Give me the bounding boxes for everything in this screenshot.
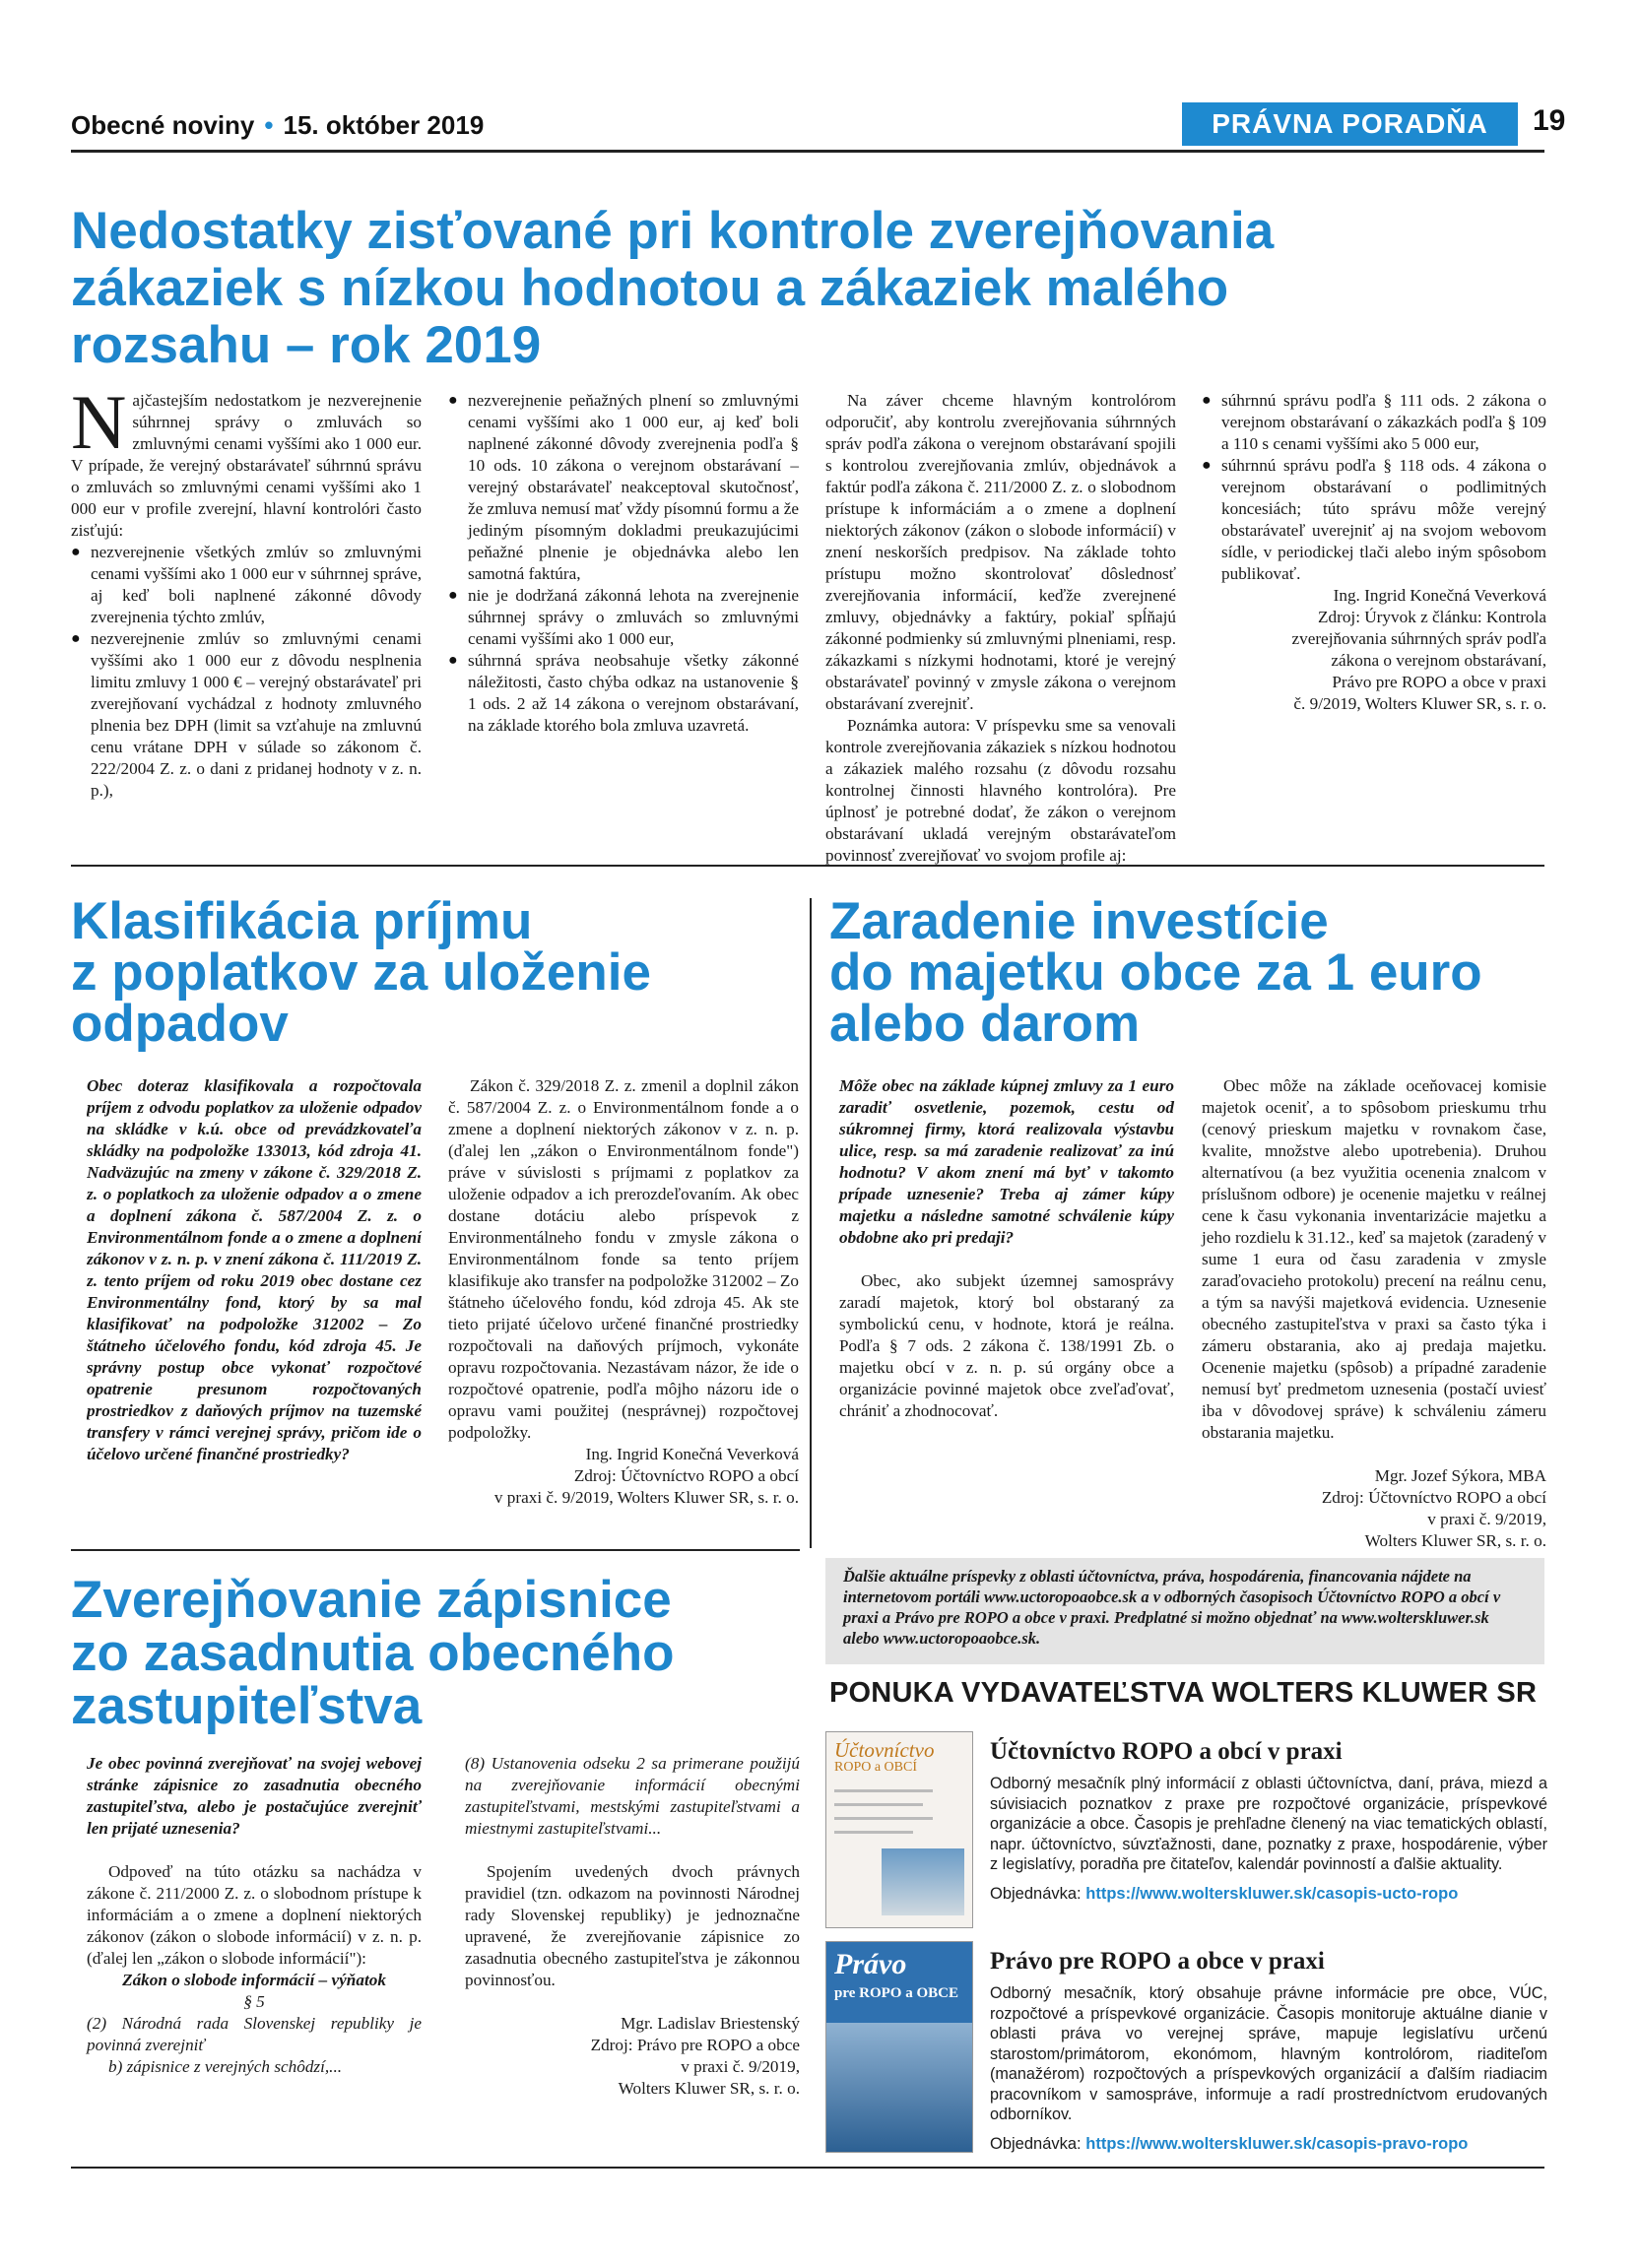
article-4-column-1 bbox=[87, 1753, 422, 2078]
article-4-title bbox=[71, 1571, 820, 1735]
promo-box: Ďalšie aktuálne príspevky z oblasti účtovníctva, práva, hospodárenia, financovania nájdete na internetovom portáli www.uctoropoaobce.sk a v odborných časopisoch Účtovníctvo ROPO a obcí v praxi a Právo pre ROPO a obce v praxi. Predplatné si možno objednať na www.wolterskluwer.sk alebo www.uctoropoaobce.sk. bbox=[825, 1558, 1544, 1664]
cover-line bbox=[834, 1789, 933, 1792]
article-paragraph: Spojením uvedených dvoch právnych pravidiel (tzn. odkazom na povinnosti Národnej rady Slovenskej republiky) je jednoznačne upravené, že zverejňovanie zápisnice zo zasadnutia obecného zastupiteľstva je zákonnou povinnosťou. bbox=[465, 1862, 800, 1989]
title-line: Zaradenie investície bbox=[829, 892, 1329, 950]
section-tag: PRÁVNA PORADŇA bbox=[1182, 102, 1518, 146]
separator-dot: • bbox=[264, 110, 274, 140]
order-line bbox=[990, 2135, 1547, 2154]
list-item: ● nezverejnenie zmlúv so zmluvnými cenami vyššími ako 1 000 eur z dôvodu nesplnenia limitu zmluvy 1 000 € – verejný obstarávateľ pri zverejňovaní vychádzal z hodnoty zmluvného plnenia bez DPH (limit sa vzťahuje na zmluvnú cenu vrátane DPH v súlade so zákonom č. 222/2004 Z. z. o dani z pridanej hodnoty v z. n. p.), bbox=[71, 628, 422, 802]
conclusion-paragraph: Na záver chceme hlavným kontrolórom odporučiť, aby kontrolu zverejňovania súhrnných správ podľa zákona o verejnom obstarávaní spojili s kontrolou zverejňovania zmlúv, objednávok a faktúr podľa zákona č. 211/2000 Z. z. o slobodnom prístupe k informáciám a o zmene a doplnení niektorých zákonov (zákon o slobode informácií) v znení neskorších predpisov. Na základe tohto prístupu možno skontrolovať dôslednosť zverejňovania informácií, keďže zverejnené zmluvy, objednávky a faktúry, pokiaľ spĺňajú zákonné podmienky sú zmluvnými plneniami, resp. zákazkami s nízkymi hodnotami, ktoré je verejný obstarávateľ povinný v zmysle zákona o verejnom obstarávaní zverejniť. bbox=[825, 391, 1176, 713]
source-line: zákona o verejnom obstarávaní, bbox=[1331, 651, 1546, 670]
magazine-cover-pravo bbox=[825, 1941, 973, 2153]
title-line: Klasifikácia príjmu bbox=[71, 892, 533, 950]
article-1-title bbox=[71, 203, 1548, 374]
source-line: č. 9/2019, Wolters Kluwer SR, s. r. o. bbox=[1293, 694, 1546, 713]
quote-title: Zákon o slobode informácií – výňatok bbox=[122, 1971, 386, 1989]
list-item: ● nezverejnenie všetkých zmlúv so zmluvnými cenami vyššími ako 1 000 eur v súhrnnej správe, aj keď boli naplnené zákonné dôvody zverejnenia týchto zmlúv, bbox=[71, 542, 422, 628]
footer-rule bbox=[71, 2167, 1544, 2169]
source-line: zverejňovania súhrnných správ podľa bbox=[1291, 629, 1546, 648]
column-divider bbox=[810, 898, 812, 1548]
product-1 bbox=[990, 1738, 1547, 1904]
article-2-signature bbox=[448, 1444, 799, 1509]
lead-question: Môže obec na základe kúpnej zmluvy za 1 euro zaradiť osvetlenie, pozemok, cestu od súkromnej firmy, ktorá realizovala výstavbu ulice, resp. sa má zaradenie realizovať za inú hodnotu? V akom znení má byť v takomto prípade uznesenie? Treba aj zámer kúpy majetku a následne samotné schválenie kúpy obdobne ako pri predaji? bbox=[839, 1076, 1174, 1247]
source-line: Zdroj: Účtovníctvo ROPO a obcí bbox=[1321, 1488, 1546, 1507]
cover-subtitle: ROPO a OBCÍ bbox=[834, 1760, 918, 1775]
title-line: zastupiteľstva bbox=[71, 1677, 423, 1735]
article-1-column-2 bbox=[448, 390, 799, 737]
author-name: Mgr. Ladislav Briestenský bbox=[621, 2014, 800, 2033]
source-line: Wolters Kluwer SR, s. r. o. bbox=[1364, 1531, 1546, 1550]
title-line: zo zasadnutia obecného bbox=[71, 1624, 675, 1682]
article-3-title bbox=[829, 892, 1578, 1053]
source-line: v praxi č. 9/2019, bbox=[1427, 1510, 1546, 1528]
product-2 bbox=[990, 1948, 1547, 2154]
cover-image bbox=[882, 1848, 964, 1915]
list-item: ● nezverejnenie peňažných plnení so zmluvnými cenami vyššími ako 1 000 eur, aj keď boli naplnené zákonné dôvody zverejnenia podľa § 10 ods. 10 zákona o verejnom obstarávaní – verejný obstarávateľ neakceptoval skutočnosť, že zmluva nemusí mať vždy písomnú formu a že jediným písomným dokladmi preukazujúcimi peňažné plnenie je objednávka alebo len samotná faktúra, bbox=[448, 390, 799, 585]
title-line: Nedostatky zisťované pri kontrole zverejňovania bbox=[71, 202, 1275, 260]
article-paragraph: Obec, ako subjekt územnej samosprávy zaradí majetok, ktorý bol obstaraný za symbolickú cenu, v hodnote, ktorá je reálna. Podľa § 7 ods. 2 zákona č. 138/1991 Zb. o majetku obcí v z. n. p. sú orgány obce a organizácie povinné majetok obce zveľaďovať, chrániť a zhodnocovať. bbox=[839, 1271, 1174, 1420]
title-line: Zverejňovanie zápisnice bbox=[71, 1571, 672, 1629]
source-line: Wolters Kluwer SR, s. r. o. bbox=[618, 2079, 800, 2098]
lead-question: Je obec povinná zverejňovať na svojej webovej stránke zápisnice zo zasadnutia obecného zastupiteľstva, alebo je postačujúce zverejniť len prijaté uznesenia? bbox=[87, 1754, 422, 1838]
article-3-column-1 bbox=[839, 1075, 1174, 1422]
offer-heading: PONUKA VYDAVATEĽSTVA WOLTERS KLUWER SR bbox=[829, 1677, 1538, 1709]
list-item: ● súhrnná správa neobsahuje všetky zákonné náležitosti, často chýba odkaz na ustanovenie § 1 ods. 2 až 14 zákona o verejnom obstarávaní, na základe ktorého bola zmluva uzavretá. bbox=[448, 650, 799, 737]
product-title: Účtovníctvo ROPO a obcí v praxi bbox=[990, 1738, 1343, 1765]
product-description: Odborný mesačník, ktorý obsahuje právne informácie pre obce, VÚC, rozpočtové a príspevkové organizácie. Časopis monitoruje aktuálne dianie v oblasti práva vo verejnej správe, mapuje legislatívu určenú starostom/primátorom, ekonómom, hlavným kontrolórom, riaditeľom (manažérom) rozpočtových a príspevkových organizácií a ďalším riadiacim pracovníkom v samospráve, informuje a radí prostredníctvom erudovaných odborníkov. bbox=[990, 1984, 1547, 2123]
list-item: ● nie je dodržaná zákonná lehota na zverejnenie súhrnnej správy o zmluvách so zmluvnými cenami vyššími ako 1 000 eur, bbox=[448, 585, 799, 650]
page-number: 19 bbox=[1533, 104, 1566, 137]
source-line: Zdroj: Účtovníctvo ROPO a obcí bbox=[573, 1466, 799, 1485]
quote-paragraph-number: § 5 bbox=[243, 1992, 265, 2011]
title-line: alebo darom bbox=[829, 995, 1141, 1053]
article-4-signature bbox=[465, 2013, 800, 2100]
section-divider bbox=[71, 1549, 800, 1551]
title-line: do majetku obce za 1 euro bbox=[829, 943, 1482, 1002]
article-2-title bbox=[71, 892, 760, 1053]
article-1-signature bbox=[1202, 585, 1546, 715]
order-link[interactable]: https://www.wolterskluwer.sk/casopis-ucto-ropo bbox=[1085, 1884, 1459, 1903]
order-label: Objednávka: bbox=[990, 1884, 1082, 1903]
quote-text: (8) Ustanovenia odseku 2 sa primerane použijú na zverejňovanie informácií obecnými zastupiteľstvami, mestskými zastupiteľstvami a miestnymi zastupiteľstvami... bbox=[465, 1754, 800, 1838]
cover-line bbox=[834, 1831, 913, 1834]
title-line: zákaziek s nízkou hodnotou a zákaziek malého bbox=[71, 259, 1229, 317]
article-paragraph: Obec môže na základe oceňovacej komisie majetok oceniť, a to spôsobom prieskumu trhu (cenový prieskum majetku v rovnakom čase, kvalite, množstve alebo upotrebenia). Druhou alternatívou (a bez využitia ocenenia znalcom v príslušnom odbore) je ocenenie majetku v reálnej cene k času vykonania inventarizácie majetku a jeho rozdielu k 31.12., keď sa majetok (zaradený v sume 1 eura od času zaradenia v zmysle zaraďovacieho protokolu) precení na reálnu cenu, a tým sa navýši majetková evidencia. Uznesenie obecného zastupiteľstva v praxi sa často týka i zámeru obstarania, ako aj predaja majetku. Ocenenie majetku (spôsob) a prípadné zaradenie nemusí byť predmetom uznesenia (postačí uviesť iba v dôvodovej správe) k schváleniu zámeru obstarania majetku. bbox=[1202, 1076, 1546, 1442]
cover-line bbox=[834, 1817, 933, 1820]
magazine-cover-ucto bbox=[825, 1731, 973, 1928]
source-line: v praxi č. 9/2019, bbox=[681, 2057, 800, 2076]
drop-cap: N bbox=[71, 379, 127, 465]
running-header bbox=[71, 110, 484, 141]
cover-image bbox=[826, 2023, 973, 2153]
title-line: rozsahu – rok 2019 bbox=[71, 316, 542, 374]
source-line: v praxi č. 9/2019, Wolters Kluwer SR, s. r. o. bbox=[493, 1488, 799, 1507]
article-2-column-2 bbox=[448, 1075, 799, 1509]
article-1-column-1 bbox=[71, 379, 422, 802]
article-2-column-1 bbox=[87, 1075, 422, 1514]
title-line: z poplatkov za uloženie bbox=[71, 943, 651, 1002]
cover-line bbox=[834, 1803, 923, 1806]
article-3-signature bbox=[1202, 1465, 1546, 1552]
quote-text: (2) Národná rada Slovenskej republiky je povinná zverejniť bbox=[87, 2014, 422, 2054]
author-name: Ing. Ingrid Konečná Veverková bbox=[585, 1445, 799, 1463]
intro-text: ajčastejším nedostatkom je nezverejnenie súhrnnej správy o zmluvách so zmluvnými cenami vyššími ako 1 000 eur. V prípade, že verejný obstarávateľ súhrnnú správu o zmluvách so zmluvnými cenami vyššími ako 1 000 eur v profile zverejní, hlavní kontrolóri často zisťujú: bbox=[71, 391, 422, 540]
source-line: Zdroj: Úryvok z článku: Kontrola bbox=[1318, 608, 1546, 626]
source-line: Zdroj: Právo pre ROPO a obce bbox=[590, 2036, 800, 2054]
header-rule bbox=[71, 150, 1544, 153]
product-description: Odborný mesačník plný informácií z oblasti účtovníctva, daní, práva, miezd a súvisiacich poznatkov z praxe pre rozpočtové organizácie, príspevkové organizácie a obce. Časopis je prehľadne členený na viac tematických oblastí, napr. účtovníctvo, súvzťažnosti, dane, poznatky z praxe, hospodárenie, výber z legislatívy, poradňa pre čitateľov, kalendár povinností a ďalšie aktuality. bbox=[990, 1775, 1547, 1873]
source-line: Právo pre ROPO a obce v praxi bbox=[1332, 673, 1546, 691]
author-note: Poznámka autora: V príspevku sme sa venovali kontrole zverejňovania zákaziek s nízkou hodnotou a zákaziek malého rozsahu (z dôvodu rozsahu kontrolnej činnosti hlavného kontrolóra). Pre úplnosť je potrebné dodať, že zákon o verejnom obstarávaní ukladá verejným obstarávateľom povinnosť zverejňovať vo svojom profile aj: bbox=[825, 716, 1176, 865]
section-divider bbox=[71, 865, 1544, 867]
title-line: odpadov bbox=[71, 995, 289, 1053]
newspaper-name: Obecné noviny bbox=[71, 110, 255, 140]
list-item: ● súhrnnú správu podľa § 111 ods. 2 zákona o verejnom obstarávaní o zákazkách podľa § 109 a 110 s cenami vyššími ako 5 000 eur, bbox=[1202, 390, 1546, 455]
article-paragraph: Odpoveď na túto otázku sa nachádza v zákone č. 211/2000 Z. z. o slobodnom prístupe k informáciám a o zmene a doplnení niektorých zákonov (zákon o slobode informácií) v z. n. p. (ďalej len „zákon o slobode informácií"): bbox=[87, 1862, 422, 1968]
quote-text: b) zápisnice z verejných schôdzí,... bbox=[108, 2057, 343, 2076]
article-1-column-4 bbox=[1202, 390, 1546, 715]
cover-title: Účtovníctvo bbox=[834, 1738, 935, 1762]
cover-title: Právo bbox=[834, 1948, 907, 1980]
article-body: Zákon č. 329/2018 Z. z. zmenil a doplnil zákon č. 587/2004 Z. z. o Environmentálnom fonde a o zmene a doplnení niektorých zákonov v z. n. p. (ďalej len „zákon o Environmentálnom fonde") práve v súvislosti s príjmami z poplatkov za uloženie odpadov a ich prerozdeľovaním. Ak obec dostane dotáciu alebo príspevok z Environmentálneho fondu v zmysle zákona o Environmentálnom fonde sa tento príjem klasifikuje ako transfer na podpoložke 312002 – Zo štátneho účelového fondu, kód zdroja 45. Ak ste tieto prijaté účelovo určené finančné prostriedky rozpočtovali na daňových príjmoch, vykonáte opravu rozpočtovania. Nezastávam názor, že ide o rozpočtové opatrenie, podľa môjho názoru ide o opravu vami použitej (nesprávnej) rozpočtovej podpoložky. bbox=[448, 1076, 799, 1442]
order-line bbox=[990, 1885, 1547, 1904]
list-item: ● súhrnnú správu podľa § 118 ods. 4 zákona o verejnom obstarávaní o podlimitných koncesiách; túto správu môže verejný obstarávateľ uverejniť aj na svojom webovom sídle, v periodickej tlači alebo iným spôsobom publikovať. bbox=[1202, 455, 1546, 585]
author-name: Mgr. Jozef Sýkora, MBA bbox=[1374, 1466, 1546, 1485]
cover-subtitle: pre ROPO a OBCE bbox=[834, 1985, 958, 2001]
issue-date: 15. október 2019 bbox=[283, 110, 485, 140]
article-4-column-2 bbox=[465, 1753, 800, 2100]
order-link[interactable]: https://www.wolterskluwer.sk/casopis-pravo-ropo bbox=[1085, 2134, 1469, 2153]
author-name: Ing. Ingrid Konečná Veverková bbox=[1333, 586, 1546, 605]
order-label: Objednávka: bbox=[990, 2134, 1082, 2153]
article-1-column-3 bbox=[825, 390, 1176, 867]
lead-question: Obec doteraz klasifikovala a rozpočtovala príjem z odvodu poplatkov za uloženie odpadov na skládke v k.ú. obce od prevádzkovateľa skládky na podpoložke 133013, kód zdroja 41. Nadväzujúc na zmeny v zákone č. 329/2018 Z. z. o poplatkoch za uloženie odpadov a o zmene a doplnení zákona č. 587/2004 Z. z. o Environmentálnom fonde a o zmene a doplnení zákonov v z. n. p. v znení zákona č. 111/2019 Z. z. tento príjem od roku 2019 obec dostane cez Environmentálny fond, ktorý by sa mal klasifikovať na podpoložke 312002 – Zo štátneho účelového fondu, kód zdroja 45. Je správny postup obce vykonať rozpočtové opatrenie presunom rozpočtovaných prostriedkov z daňových príjmov na tuzemské transfery v rámci verejnej správy, pričom ide o účelovo určené finančné prostriedky? bbox=[87, 1076, 422, 1463]
product-title: Právo pre ROPO a obce v praxi bbox=[990, 1948, 1325, 1975]
article-3-column-2 bbox=[1202, 1075, 1546, 1552]
